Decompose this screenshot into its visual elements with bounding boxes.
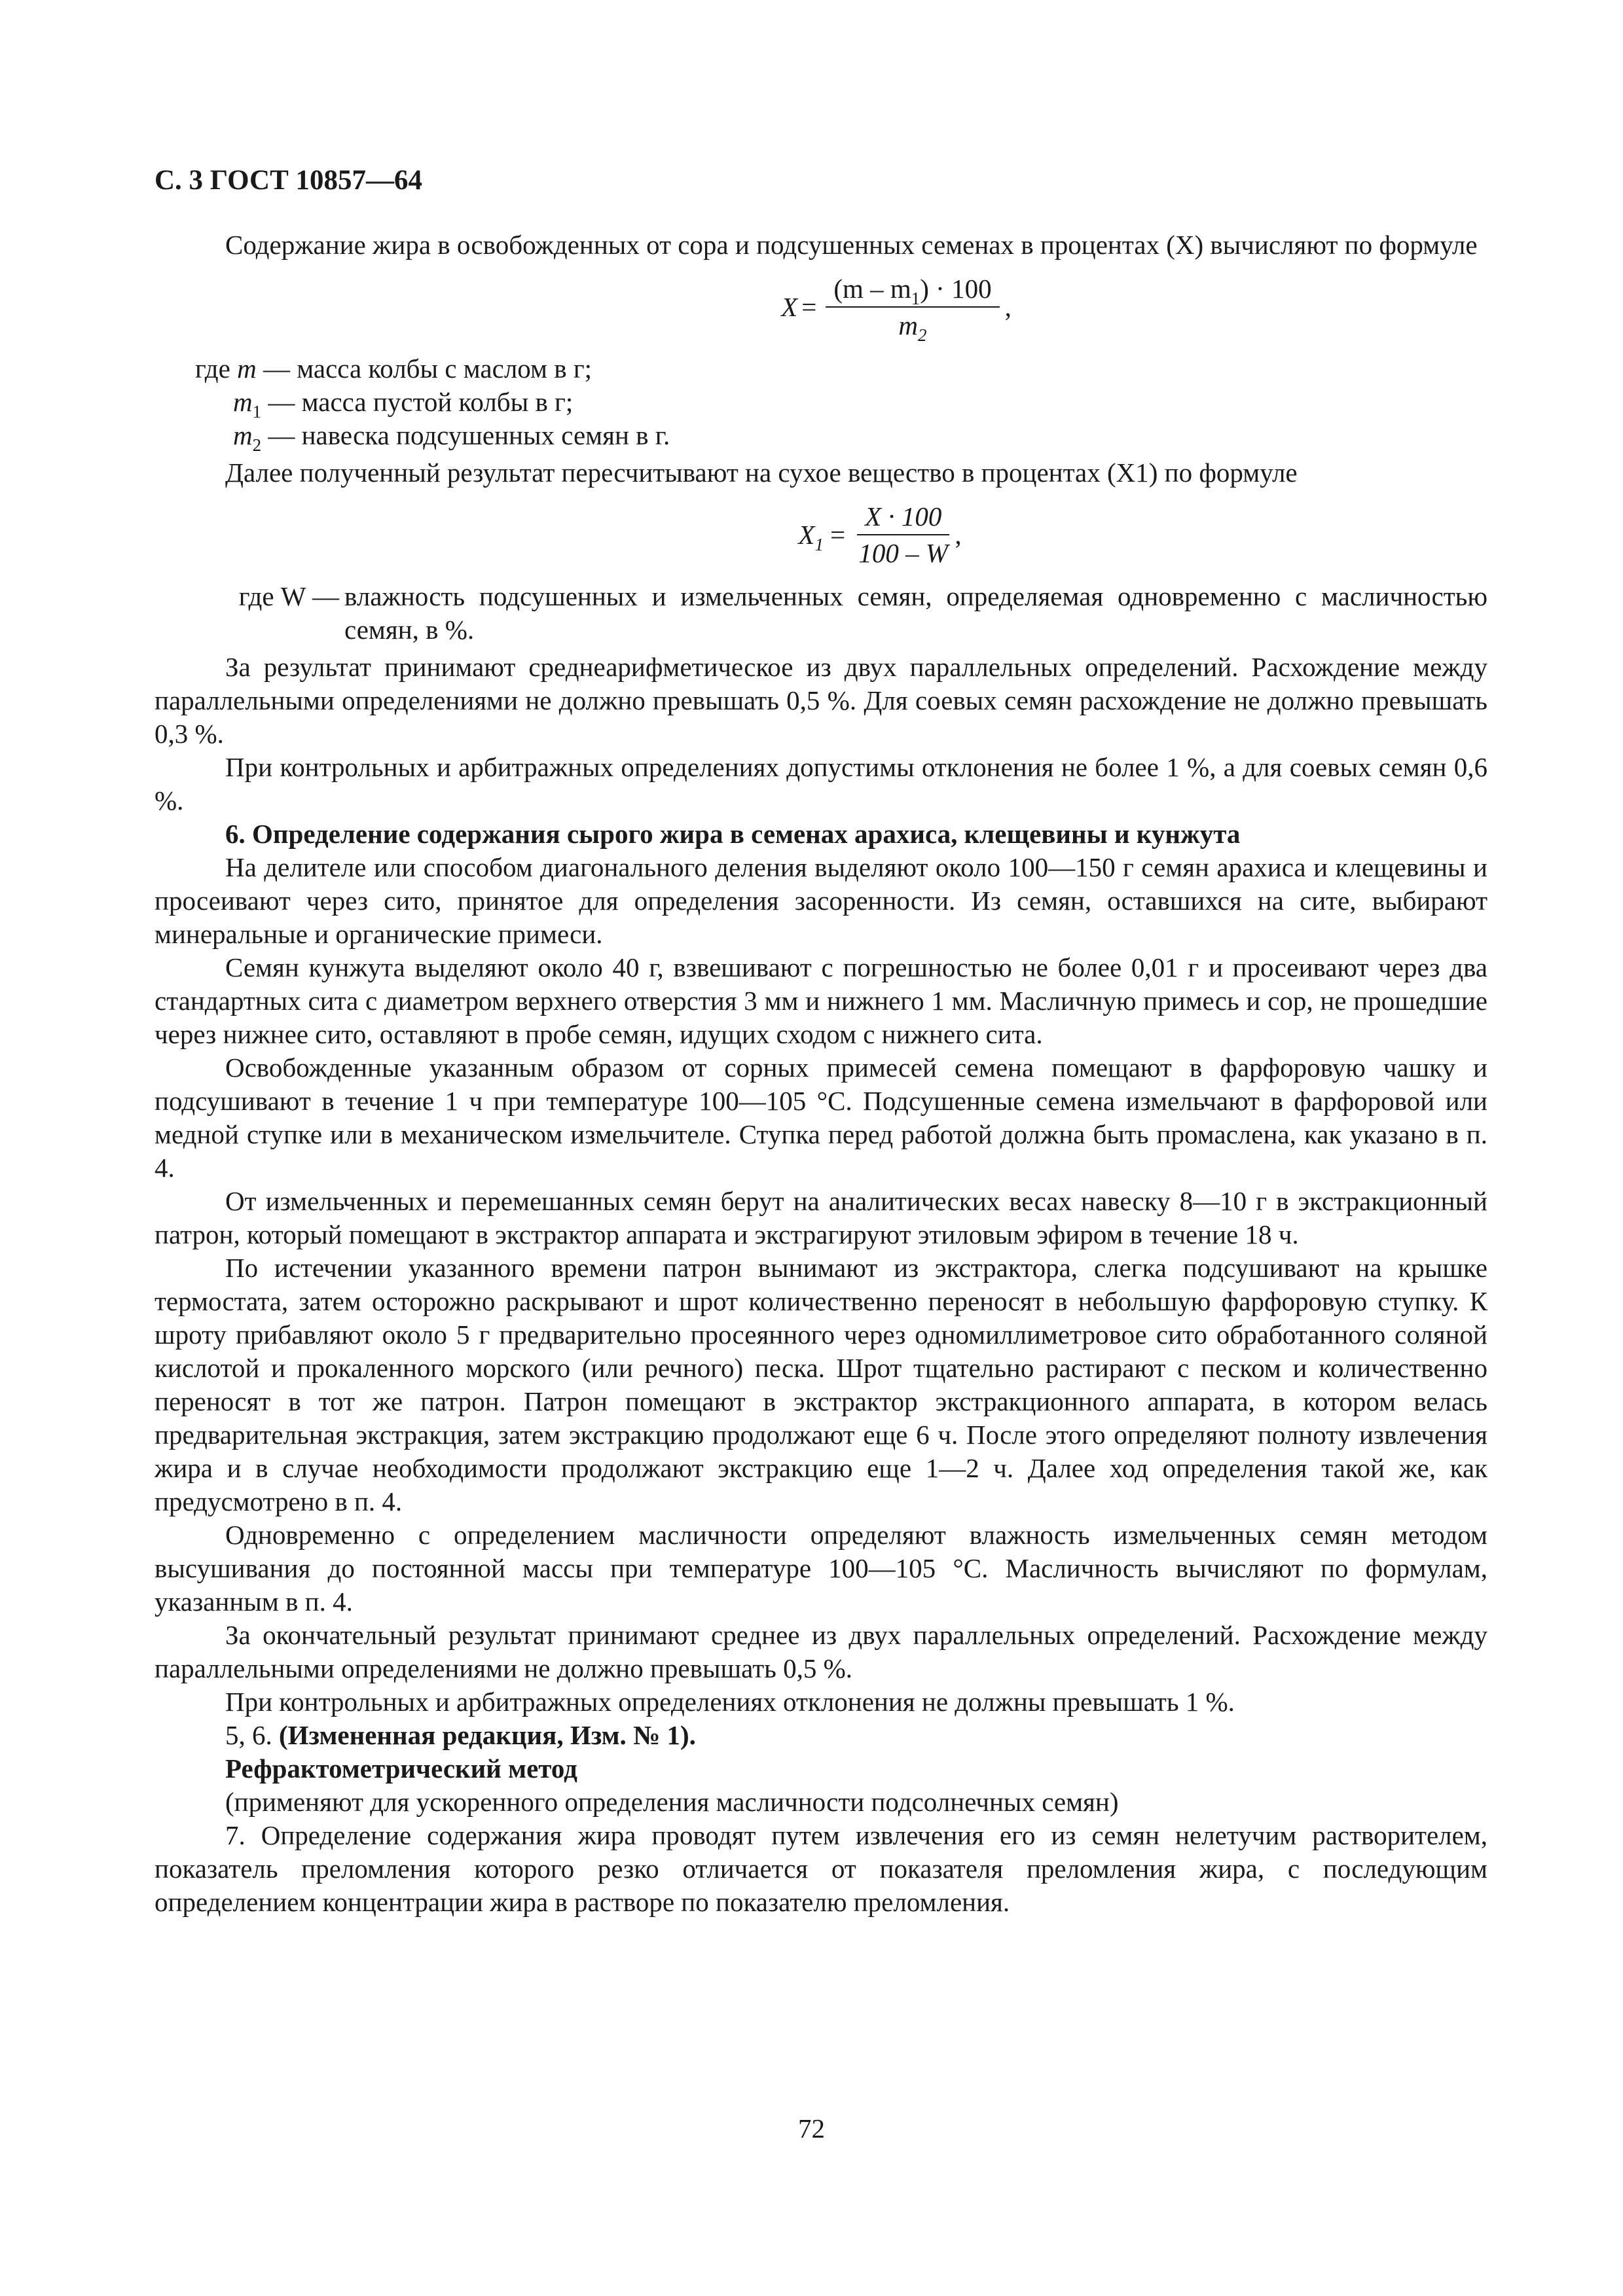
refractometric-note: (применяют для ускоренного определения масличности подсолнечных семян) xyxy=(225,1787,1119,1817)
section6-paragraph-8: При контрольных и арбитражных определениях отклонения не должны превышать 1 %. xyxy=(225,1687,1235,1717)
definition-w-text: влажность подсушенных и измельченных семян, определяемая одновременно с масличностью семян, в %. xyxy=(344,581,1487,645)
definition-m: где m — масса колбы с маслом в г; xyxy=(195,353,593,384)
section6-paragraph-6: Одновременно с определением масличности определяют влажность измельченных семян методом высушивания до постоянной массы при температуре 100—105 °С. Масличность вычисляют по формулам, указанным в п. 4. xyxy=(155,1520,1487,1617)
definition-m2: $m_2$ — навеска подсушенных семян в г. xyxy=(233,420,670,455)
deviation-paragraph: При контрольных и арбитражных определениях допустимы отклонения не более 1 %, а для соевых семян 0,6 %. xyxy=(155,752,1487,816)
section6-paragraph-4: От измельченных и перемешанных семян берут на аналитических весах навеску 8—10 г в экстракционный патрон, который помещают в экстрактор аппарата и экстрагируют этиловым эфиром в течение 18 ч. xyxy=(155,1186,1487,1249)
page-number: 72 xyxy=(798,2113,825,2144)
section6-paragraph-2: Семян кунжута выделяют около 40 г, взвешивают с погрешностью не более 0,01 г и просеивают через два стандартных сита с диаметром верхнего отверстия 3 мм и нижнего 1 мм. Масличную примесь и сор, не прошедшие через нижнее сито, оставляют в пробе семян, идущих сходом с нижнего сита. xyxy=(155,952,1487,1049)
formula1-tail: , xyxy=(1004,291,1012,322)
document-page xyxy=(155,164,1487,1919)
page-header: С. 3 ГОСТ 10857—64 xyxy=(155,165,423,196)
result-paragraph: За результат принимают среднеарифметическое из двух параллельных определений. Расхождение между параллельными определениями не должно превышать 0,5 %. Для соевых семян расхождение не должно превышать 0,3 %. xyxy=(155,652,1487,749)
formula1-numerator: $(m - m_1) \cdot 100$ xyxy=(826,271,999,308)
intro-paragraph: Содержание жира в освобожденных от сора и подсушенных семенах в процентах (X) вычисляют по формуле xyxy=(225,230,1478,260)
amendment-note: 5, 6. (Измененная редакция, Изм. № 1). xyxy=(225,1720,696,1750)
definition-w-label: где W — xyxy=(238,581,339,611)
formula2-eq: = xyxy=(830,519,846,550)
formula2-fraction xyxy=(857,499,949,571)
definition-m1: $m_1$ — масса пустой колбы в г; xyxy=(233,387,574,422)
formula1-denominator: $m_2$ xyxy=(898,310,927,345)
formula1-definitions xyxy=(155,352,1487,455)
formula1-fraction xyxy=(826,271,999,343)
section6-paragraph-5: По истечении указанного времени патрон вынимают из экстрактора, слегка подсушивают на крышке термостата, затем осторожно раскрывают и шрот количественно переносят в небольшую фарфоровую ступку. К шроту прибавляют около 5 г предварительно просеянного через одномиллиметровое сито обработанного соляной кислотой и прокаленного морского (или речного) песка. Шрот тщательно растирают с песком и количественно переносят в тот же патрон. Патрон помещают в экстрактор экстракционного аппарата, в котором велась предварительная экстракция, затем экстракцию продолжают еще 6 ч. После этого определяют полноту извлечения жира и в случае необходимости продолжают экстракцию еще 1—2 ч. Далее ход определения такой же, как предусмотрено в п. 4. xyxy=(155,1253,1487,1516)
formula-dry-basis xyxy=(272,499,1487,571)
formula1-lhs: X xyxy=(781,291,798,322)
section6-paragraph-3: Освобожденные указанным образом от сорных примесей семена помещают в фарфоровую чашку и подсушивают в течение 1 ч при температуре 100—105 °С. Подсушенные семена измельчают в фарфоровой или медной ступке или в механическом измельчителе. Ступка перед работой должна быть промаслена, как указано в п. 4. xyxy=(155,1052,1487,1183)
definition-w xyxy=(155,580,1487,647)
formula-fat-content xyxy=(305,271,1487,343)
refractometric-heading: Рефрактометрический метод xyxy=(225,1753,577,1784)
section6-paragraph-7: За окончательный результат принимают среднее из двух параллельных определений. Расхождение между параллельными определениями не должно превышать 0,5 %. xyxy=(155,1620,1487,1683)
section7-paragraph: 7. Определение содержания жира проводят путем извлечения его из семян нелетучим растворителем, показатель преломления которого резко отличается от показателя преломления жира, с последующим определением концентрации жира в растворе по показателю преломления. xyxy=(155,1820,1487,1917)
formula2-tail: , xyxy=(955,519,962,550)
formula1-eq: = xyxy=(801,291,817,322)
formula2-numerator: X · 100 xyxy=(857,499,949,535)
formula2-denominator: 100 – W xyxy=(858,538,949,568)
formula2-lhs: $X_1$ xyxy=(798,519,824,554)
section6-heading: 6. Определение содержания сырого жира в семенах арахиса, клещевины и кунжута xyxy=(225,819,1241,849)
recalc-paragraph: Далее полученный результат пересчитывают на сухое вещество в процентах (X1) по формуле xyxy=(225,457,1298,488)
section6-paragraph-1: На делителе или способом диагонального деления выделяют около 100—150 г семян арахиса и клещевины и просеивают через сито, принятое для определения засоренности. Из семян, оставшихся на сите, выбирают минеральные и органические примеси. xyxy=(155,852,1487,949)
